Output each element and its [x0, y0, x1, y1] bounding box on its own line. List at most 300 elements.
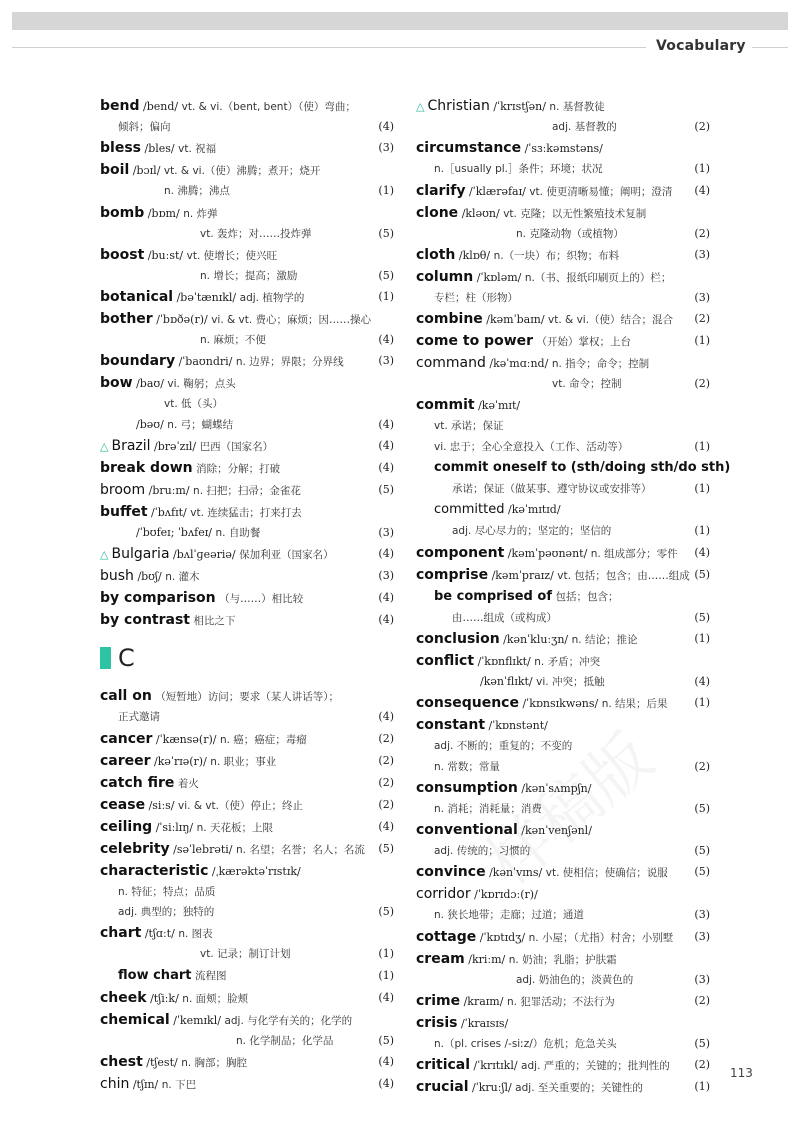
headword: crucial [416, 1079, 469, 1096]
entry-line [100, 565, 394, 587]
entry-line [416, 1012, 710, 1034]
entry-continuation [100, 330, 394, 350]
phonetic: /ˈsiːlɪŋ/ [155, 820, 194, 834]
entry-line [100, 159, 394, 181]
definition: n. 消耗；消耗量；消费 [434, 802, 542, 815]
entry-continuation [416, 224, 710, 244]
definition: adj. 传统的；习惯的 [434, 845, 531, 858]
phonetic: /kəˈmɪtɪd/ [507, 503, 561, 517]
definition: n. 奶油；乳脂；护肤霜 [508, 953, 617, 966]
definition: vi. 鞠躬；点头 [167, 378, 236, 391]
level-number: (1) [694, 1080, 710, 1094]
page-number: 113 [730, 1066, 753, 1080]
phonetic: /bend/ [143, 100, 179, 113]
headword: commit oneself to (sth/doing sth/do sth) [434, 460, 731, 476]
entry-continuation [100, 882, 394, 902]
entry-continuation [100, 707, 394, 727]
level-number: (4) [378, 1054, 394, 1068]
level-number: (3) [378, 526, 394, 540]
definition: n. 化学制品；化学品 [236, 1034, 334, 1047]
level-number: (3) [694, 929, 710, 943]
entry-line [100, 435, 394, 457]
level-number: (5) [694, 610, 710, 624]
definition: 消除；分解；打破 [196, 463, 281, 476]
headword: cancer [100, 730, 153, 747]
definition: vt. 记录；制订计划 [200, 948, 291, 961]
headword: come to power [416, 333, 534, 350]
entry-line [416, 714, 710, 736]
definition: vt. & vi.（使）结合；混合 [548, 314, 674, 327]
level-number: (4) [378, 333, 394, 347]
definition: n. 边界；界限；分界线 [235, 356, 344, 369]
phonetic: /bruːm/ [148, 484, 190, 498]
headword: boost [100, 246, 145, 263]
headword: buffet [100, 504, 148, 521]
entry-continuation [416, 799, 710, 819]
level-number: (2) [694, 312, 710, 326]
entry-continuation [100, 266, 394, 286]
entry-line [416, 180, 710, 202]
definition: vt. 轰炸；对……投炸弹 [200, 227, 312, 240]
definition: n. 基督教徒 [549, 101, 605, 113]
phonetic: /ˈbaʊndri/ [178, 355, 233, 369]
headword: conclusion [416, 630, 500, 647]
phonetic: /ˈkraɪsɪs/ [460, 1017, 509, 1031]
phonetic: /ˈkruːʃl/ [472, 1081, 512, 1095]
entry-line [416, 628, 710, 650]
level-number: (2) [694, 377, 710, 391]
headword: crisis [416, 1015, 458, 1032]
headword: component [416, 544, 505, 561]
phonetic: /kəˈmɪt/ [478, 399, 521, 413]
entry-line [100, 609, 394, 631]
headword: call on [100, 688, 152, 705]
entry-line [416, 308, 710, 330]
level-number: (1) [378, 968, 394, 982]
entry-line [416, 564, 710, 586]
entry-line [416, 330, 710, 352]
headword: bush [100, 568, 134, 585]
headword: consumption [416, 779, 518, 796]
definition: n. 灌木 [165, 571, 200, 584]
c-entries-left [100, 685, 394, 1094]
headword: flow chart [118, 967, 192, 983]
definition: n. 矛盾；冲突 [534, 655, 601, 668]
definition: n. 指令；命令；控制 [551, 358, 650, 371]
level-number: (3) [694, 290, 710, 304]
definition: vt. 包括；包含；由……组成 [557, 569, 690, 582]
definition: （与……）相比较 [219, 593, 304, 606]
headword: command [416, 355, 486, 372]
level-number: (5) [694, 844, 710, 858]
entry-continuation [100, 944, 394, 964]
definition: vt. 低（头） [164, 398, 224, 411]
level-number: (5) [378, 1033, 394, 1047]
phonetic: /tʃɑːt/ [144, 927, 175, 941]
phonetic: /kəmˈpraɪz/ [491, 568, 554, 582]
entry-line [100, 350, 394, 372]
level-number: (4) [694, 183, 710, 197]
level-number: (4) [378, 439, 394, 453]
headword: conventional [416, 822, 518, 839]
definition: 正式邀请 [118, 711, 160, 724]
level-number: (5) [694, 1037, 710, 1051]
level-number: (1) [378, 290, 394, 304]
headword: cheek [100, 989, 147, 1006]
phonetic: /kəmˈpəʊnənt/ [507, 546, 588, 560]
definition: adj. 植物学的 [239, 292, 305, 305]
headword: clone [416, 204, 459, 221]
headword: chart [100, 925, 142, 942]
entry-continuation [100, 117, 394, 137]
entry-line [100, 457, 394, 479]
phonetic: /tʃest/ [146, 1055, 178, 1069]
entry-line [100, 501, 394, 523]
definition: adj. 尽心尽力的；坚定的；坚信的 [452, 525, 612, 538]
entry-line [416, 499, 710, 521]
definition: adj. 至关重要的；关键性的 [515, 1082, 643, 1095]
c-entries-right [416, 95, 731, 1098]
definition: n.（pl. crises /-siːz/）危机；危急关头 [434, 1038, 617, 1051]
level-number: (5) [694, 567, 710, 581]
headword: convince [416, 864, 486, 881]
entry-line [416, 586, 710, 608]
phonetic: /kənˈvenʃənl/ [521, 824, 592, 838]
level-number: (5) [378, 483, 394, 497]
headword: bend [100, 98, 140, 114]
entry-continuation [416, 608, 710, 628]
level-number: (2) [378, 753, 394, 767]
entry-continuation [100, 394, 394, 414]
entry-line [100, 479, 394, 501]
definition: n. 面颊；脸颊 [182, 992, 249, 1005]
definition: vt. 使更清晰易懂；阐明；澄清 [529, 185, 673, 198]
phonetic: /ˈbɒðə(r)/ [156, 313, 208, 327]
entry-line [416, 542, 710, 564]
entry-line [416, 926, 710, 948]
level-number: (4) [694, 545, 710, 559]
definition: n. 特征；特点；品质 [118, 885, 216, 898]
definition: n. 组成部分；零件 [590, 547, 678, 560]
definition: vt. 克隆；以无性繁殖技术复制 [503, 207, 647, 220]
entry-line [100, 965, 394, 987]
phonetic: /kənˈsʌmpʃn/ [521, 781, 592, 795]
headword: constant [416, 717, 486, 734]
phonetic: /kraɪm/ [463, 995, 504, 1009]
entry-line [100, 816, 394, 838]
definition: 保加利亚（国家名） [239, 549, 334, 562]
phonetic: /kriːm/ [468, 952, 506, 966]
entry-continuation [416, 117, 710, 137]
headword: comprise [416, 566, 489, 583]
level-number: (4) [378, 1076, 394, 1090]
definition: adj. 基督教的 [552, 121, 617, 133]
definition: n.［usually pl.］条件；环境；状况 [434, 163, 603, 176]
entry-line [416, 861, 710, 883]
level-number: (1) [694, 524, 710, 538]
phonetic: /ˈkænsə(r)/ [155, 732, 217, 746]
level-number: (1) [694, 162, 710, 176]
headword: bomb [100, 204, 145, 221]
definition: adj. 典型的；独特的 [118, 905, 215, 918]
definition: n. 弓；蝴蝶结 [167, 418, 234, 431]
phonetic: /ˈkɒnflɪkt/ [477, 654, 531, 668]
phonetic: /kəˈmɑːnd/ [489, 357, 549, 371]
entry-line [100, 772, 394, 794]
entry-continuation [416, 672, 710, 692]
entry-line [416, 457, 731, 479]
entry-continuation [416, 1034, 710, 1054]
phonetic: /buːst/ [147, 248, 184, 262]
entry-line [416, 692, 710, 714]
definition: 倾斜；偏向 [118, 121, 171, 133]
definition: n. 麻烦；不便 [200, 334, 266, 347]
definition: vt. & vi.（bent, bent）（使）弯曲； [181, 101, 356, 113]
headword: critical [416, 1057, 471, 1074]
headword: crime [416, 993, 461, 1010]
triangle-marker-icon: △ [416, 100, 425, 113]
left-column [100, 95, 394, 1095]
entry-line [100, 1073, 394, 1095]
triangle-marker-icon: △ [100, 548, 109, 562]
headword: characteristic [100, 862, 209, 879]
headword: column [416, 268, 474, 285]
phonetic: /bəʊ/ [136, 417, 164, 431]
entry-continuation [100, 902, 394, 922]
phonetic: /kəmˈbaɪn/ [486, 313, 545, 327]
headword: chest [100, 1053, 143, 1070]
level-number: (5) [378, 904, 394, 918]
definition: 巴西（国家名） [199, 441, 274, 454]
phonetic: /siːs/ [148, 798, 175, 812]
entry-line [100, 372, 394, 394]
entry-line [100, 308, 394, 330]
definition: （短暂地）访问；要求（某人讲话等）； [155, 691, 340, 704]
definition: n. 癌；癌症；毒瘤 [219, 733, 307, 746]
level-number: (4) [378, 613, 394, 627]
definition: vi. 冲突；抵触 [536, 675, 605, 688]
definition: n. 扫把；扫帚；金雀花 [193, 485, 301, 498]
entry-line [416, 137, 710, 159]
definition: n. 图表 [178, 928, 213, 941]
entry-line [416, 1054, 710, 1076]
entry-continuation [416, 288, 710, 308]
phonetic: /ˈkɒnstənt/ [488, 719, 548, 733]
headword: cloth [416, 246, 456, 263]
entry-line [416, 202, 710, 224]
phonetic: /ˈsɜːkəmstəns/ [524, 142, 603, 156]
headword: broom [100, 482, 146, 499]
level-number: (2) [694, 1058, 710, 1072]
phonetic: /ˈklærəfaɪ/ [468, 184, 526, 198]
entry-continuation [416, 374, 710, 394]
entry-line [100, 543, 394, 565]
level-number: (2) [378, 797, 394, 811]
entry-line [100, 750, 394, 772]
headword: Brazil [111, 438, 151, 455]
level-number: (1) [694, 482, 710, 496]
entry-continuation [416, 159, 710, 179]
section-marker [100, 647, 111, 669]
entry-line [100, 685, 394, 707]
entry-continuation [100, 1031, 394, 1051]
phonetic: /bəˈtænɪkl/ [176, 291, 237, 305]
phonetic: /ˈkrɪtɪkl/ [473, 1059, 518, 1073]
definition: n. 结论；推论 [571, 633, 638, 646]
level-number: (4) [378, 990, 394, 1004]
entry-line [100, 794, 394, 816]
entry-line [416, 990, 710, 1012]
entry-line [416, 777, 710, 799]
level-number: (4) [378, 417, 394, 431]
entry-line [416, 948, 710, 970]
headword: commit [416, 397, 475, 414]
entry-line [416, 266, 710, 288]
definition: 相比之下 [193, 615, 236, 628]
headword: catch fire [100, 774, 175, 791]
phonetic: /ˌkærəktəˈrɪstɪk/ [211, 864, 301, 878]
phonetic: /kənˈflɪkt/ [480, 674, 533, 688]
headword: chemical [100, 1011, 170, 1028]
headword: cottage [416, 928, 477, 945]
level-number: (5) [378, 268, 394, 282]
entry-continuation [416, 521, 710, 541]
headword: combine [416, 311, 483, 328]
definition: n. 犯罪活动；不法行为 [506, 996, 615, 1009]
headword: chin [100, 1075, 130, 1092]
phonetic: /tʃɪn/ [132, 1077, 159, 1091]
entry-continuation [416, 757, 710, 777]
definition: n. 小屋；（尤指）村舍；小别墅 [528, 931, 674, 944]
entry-line [416, 819, 710, 841]
entry-line [100, 728, 394, 750]
level-number: (2) [694, 759, 710, 773]
header-rule-left [12, 47, 646, 48]
phonetic: /baʊ/ [136, 377, 164, 391]
definition: vt. 使增长；使兴旺 [186, 249, 278, 262]
headword: committed [434, 502, 505, 518]
definition: adj. 严重的；关键的；批判性的 [521, 1060, 670, 1073]
entry-continuation [416, 970, 710, 990]
level-number: (1) [694, 439, 710, 453]
entry-line [416, 244, 710, 266]
phonetic: /ˈkɒləm/ [476, 270, 522, 284]
headword: break down [100, 460, 193, 477]
level-number: (4) [378, 120, 394, 133]
definition: vi. & vt. 费心；麻烦；因……操心 [211, 314, 372, 327]
headword: Bulgaria [111, 546, 170, 563]
definition: adj. 奶油色的；淡黄色的 [516, 973, 634, 986]
definition: n. 常数；常量 [434, 760, 500, 773]
level-number: (3) [694, 247, 710, 261]
headword: career [100, 752, 151, 769]
entry-continuation [416, 736, 710, 756]
level-number: (1) [378, 947, 394, 961]
section-heading [100, 641, 394, 685]
definition: 承诺；保证（做某事、遵守协议或安排等） [452, 483, 652, 496]
headword: botanical [100, 289, 174, 306]
headword: Christian [427, 98, 490, 114]
phonetic: /ˈkrɪstʃən/ [493, 100, 546, 113]
level-number: (3) [378, 141, 394, 155]
definition: 专栏；柱（形物） [434, 291, 518, 304]
headword: boil [100, 162, 130, 179]
entry-line [416, 352, 710, 374]
definition: n. 沸腾；沸点 [164, 185, 230, 198]
headword: ceiling [100, 818, 153, 835]
definition: vt. 连续猛击；打来打去 [190, 507, 302, 520]
headword: cream [416, 950, 465, 967]
phonetic: /brəˈzɪl/ [154, 440, 197, 454]
definition: vt. 祝福 [178, 143, 217, 156]
entry-line [416, 883, 710, 905]
level-number: (2) [694, 226, 710, 240]
level-number: (1) [378, 184, 394, 198]
top-banner [12, 12, 788, 30]
definition: 着火 [177, 777, 199, 790]
definition: 包括；包含； [555, 590, 619, 603]
phonetic: /kənˈkluːʒn/ [503, 632, 569, 646]
level-number: (5) [694, 865, 710, 879]
entry-line [100, 137, 394, 159]
definition: n. 炸弹 [183, 207, 218, 220]
definition: vt. 命令；控制 [552, 378, 622, 391]
definition: n. 名望；名誉；名人；名流 [236, 843, 365, 856]
phonetic: /kəˈrɪə(r)/ [154, 754, 207, 768]
entry-continuation [416, 416, 710, 436]
definition: n. 狭长地带；走廊；过道；通道 [434, 909, 584, 922]
headword: boundary [100, 353, 176, 370]
level-number: (4) [378, 710, 394, 724]
phonetic: /bɔɪl/ [132, 164, 161, 178]
level-number: (2) [694, 120, 710, 133]
entry-continuation [416, 905, 710, 925]
level-number: (1) [694, 631, 710, 645]
definition: n. 克隆动物（或植物） [516, 227, 624, 240]
phonetic: /ˈkemɪkl/ [173, 1013, 221, 1027]
level-number: (5) [378, 841, 394, 855]
phonetic: /ˈkɒrɪdɔː(r)/ [474, 888, 538, 902]
headword: cease [100, 796, 146, 813]
entry-line [100, 922, 394, 944]
level-number: (5) [378, 226, 394, 240]
entry-continuation [100, 523, 394, 543]
header-rule-right [752, 47, 788, 48]
headword: by comparison [100, 590, 216, 607]
definition: n. 自助餐 [215, 527, 261, 540]
level-number: (2) [378, 731, 394, 745]
entry-line [100, 1051, 394, 1073]
b-entries [100, 95, 394, 631]
headword: bow [100, 375, 133, 392]
level-number: (4) [378, 461, 394, 475]
entry-continuation [100, 415, 394, 435]
definition: n.（书、报纸印刷页上的）栏； [524, 271, 672, 284]
definition: n. 下巴 [161, 1078, 197, 1091]
entry-line [416, 1076, 710, 1098]
definition: vi. 忠于；全心全意投入（工作、活动等） [434, 440, 629, 453]
level-number: (4) [378, 547, 394, 561]
phonetic: /tʃiːk/ [150, 991, 179, 1005]
level-number: (3) [378, 354, 394, 368]
definition: adj. 不断的；重复的；不变的 [434, 740, 573, 753]
definition: n. 结果；后果 [601, 698, 668, 711]
phonetic: /səˈlebrəti/ [173, 842, 233, 856]
phonetic: /kənˈvɪns/ [489, 866, 543, 880]
definition: vt. 承诺；保证 [434, 420, 504, 433]
headword: circumstance [416, 140, 522, 157]
phonetic: /ˈkɒnsɪkwəns/ [522, 697, 599, 711]
